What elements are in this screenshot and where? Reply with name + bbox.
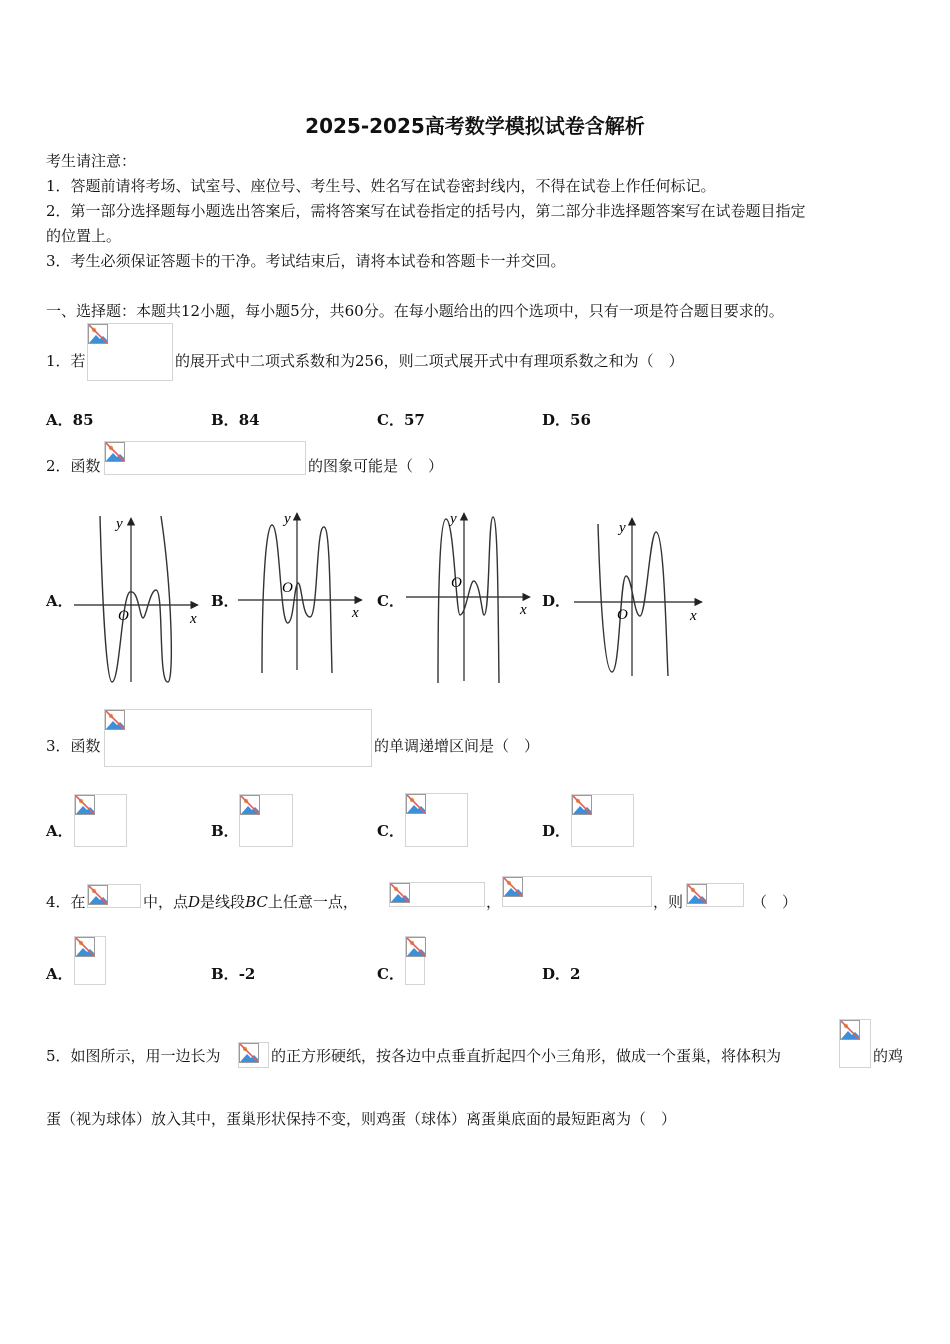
q4-text: 中，点	[143, 893, 189, 911]
q2-graph-c	[400, 505, 540, 687]
option-label: D．	[542, 965, 571, 983]
broken-image-icon	[572, 795, 592, 815]
broken-image-icon	[105, 710, 125, 730]
q4-comma: ，	[486, 893, 502, 911]
origin-label: O	[118, 608, 129, 624]
q1-option-b	[211, 413, 260, 428]
q2-graph-b	[232, 505, 372, 683]
y-axis-label: y	[116, 516, 123, 532]
q4-answer-paren: （ ）	[752, 893, 798, 911]
q3-option-c-image	[405, 793, 468, 847]
q4-option-a-image	[74, 936, 106, 985]
q4-option-c-image	[405, 936, 425, 985]
broken-image-icon	[390, 883, 410, 903]
page-title: 2025-2025高考数学模拟试卷含解析	[305, 114, 645, 138]
q4-option-d	[542, 967, 580, 982]
y-axis-label: y	[450, 511, 457, 527]
q4-text: 上任意一点，	[267, 893, 358, 911]
q3-formula-image	[104, 709, 372, 767]
broken-image-icon	[503, 877, 523, 897]
broken-image-icon	[75, 937, 95, 957]
q3-option-a-image	[74, 794, 127, 847]
origin-label: O	[451, 575, 462, 591]
q2-option-a: A．	[46, 592, 73, 610]
q4-triangle-image	[87, 884, 141, 908]
broken-image-icon	[239, 1043, 259, 1063]
q1-prefix: 1．若	[46, 352, 86, 370]
q1-option-c	[377, 413, 425, 428]
q3-option-d-image	[571, 794, 634, 847]
section-heading: 一、选择题：本题共12小题，每小题5分，共60分。在每小题给出的四个选项中，只有一项是符合题目要求的。	[46, 302, 784, 320]
q4-segment-label: BC	[245, 893, 268, 911]
q5-prefix: 5．如图所示，用一边长为	[46, 1047, 221, 1065]
option-value: -2	[238, 965, 256, 983]
option-label: B．	[211, 965, 239, 983]
option-label: D．	[542, 411, 571, 429]
q4-condition-image-1	[389, 882, 485, 907]
q4-prefix: 4．在	[46, 893, 86, 911]
q2-formula-image	[104, 441, 306, 475]
option-label: B．	[211, 411, 239, 429]
q5-stem-1: 的正方形硬纸，按各边中点垂直折起四个小三角形，做成一个蛋巢，将体积为	[271, 1047, 782, 1065]
broken-image-icon	[406, 937, 426, 957]
broken-image-icon	[840, 1020, 860, 1040]
q1-stem: 的展开式中二项式系数和为256，则二项式展开式中有理项系数之和为（ ）	[175, 352, 684, 370]
broken-image-icon	[105, 442, 125, 462]
q4-stem-1	[143, 895, 358, 910]
broken-image-icon	[406, 794, 426, 814]
x-axis-label: x	[352, 605, 359, 621]
q4-then: ，则	[653, 893, 684, 911]
option-value: 84	[238, 411, 260, 429]
q4-target-image	[686, 883, 744, 907]
broken-image-icon	[88, 885, 108, 905]
q3-option-b: B．	[211, 822, 239, 840]
q3-option-b-image	[239, 794, 293, 847]
origin-label: O	[282, 580, 293, 596]
x-axis-label: x	[190, 611, 197, 627]
notice-item-3: 3．考生必须保证答题卡的干净。考试结束后，请将本试卷和答题卡一并交回。	[46, 252, 566, 270]
q2-graph-d	[568, 512, 708, 684]
q2-stem: 的图象可能是（ ）	[308, 457, 444, 475]
q2-option-b: B．	[211, 592, 239, 610]
q4-point-label: D	[188, 893, 201, 911]
option-value: 57	[403, 411, 425, 429]
option-value: 56	[570, 411, 591, 429]
y-axis-label: y	[284, 511, 291, 527]
q5-volume-image	[839, 1019, 871, 1068]
q1-option-a	[46, 413, 94, 428]
option-label: A．	[46, 411, 73, 429]
notice-heading: 考生请注意：	[46, 152, 137, 170]
q2-graph-a	[68, 510, 208, 688]
q4-option-a: A．	[46, 965, 73, 983]
q2-option-c: C．	[377, 592, 404, 610]
option-value: 85	[72, 411, 94, 429]
origin-label: O	[617, 607, 628, 623]
broken-image-icon	[75, 795, 95, 815]
q3-option-c: C．	[377, 822, 404, 840]
x-axis-label: x	[690, 608, 697, 624]
broken-image-icon	[240, 795, 260, 815]
function-curve	[438, 517, 499, 683]
q3-prefix: 3．函数	[46, 737, 101, 755]
function-curve	[100, 516, 171, 682]
q5-stem-3: 蛋（视为球体）放入其中，蛋巢形状保持不变，则鸡蛋（球体）离蛋巢底面的最短距离为（ ）	[46, 1110, 677, 1128]
q4-condition-image-2	[502, 876, 652, 907]
function-curve	[598, 524, 668, 676]
q2-prefix: 2．函数	[46, 457, 101, 475]
broken-image-icon	[687, 884, 707, 904]
notice-item-2-cont: 的位置上。	[46, 227, 122, 245]
notice-item-1: 1．答题前请将考场、试室号、座位号、考生号、姓名写在试卷密封线内，不得在试卷上作任何标记。	[46, 177, 716, 195]
option-value: 2	[570, 965, 581, 983]
notice-item-2: 2．第一部分选择题每小题选出答案后，需将答案写在试卷指定的括号内，第二部分非选择题答案写在试卷题目指定	[46, 202, 806, 220]
q4-option-b	[211, 967, 255, 982]
q1-formula-image	[87, 323, 173, 381]
q5-stem-2: 的鸡	[873, 1047, 904, 1065]
q3-option-d: D．	[542, 822, 571, 840]
q3-stem: 的单调递增区间是（ ）	[374, 737, 540, 755]
q5-side-length-image	[238, 1042, 269, 1068]
x-axis-label: x	[520, 602, 527, 618]
q4-text: 是线段	[200, 893, 246, 911]
q1-option-d	[542, 413, 591, 428]
q4-option-c: C．	[377, 965, 404, 983]
broken-image-icon	[88, 324, 108, 344]
y-axis-label: y	[619, 520, 626, 536]
option-label: C．	[377, 411, 404, 429]
q2-option-d: D．	[542, 592, 571, 610]
q3-option-a: A．	[46, 822, 73, 840]
